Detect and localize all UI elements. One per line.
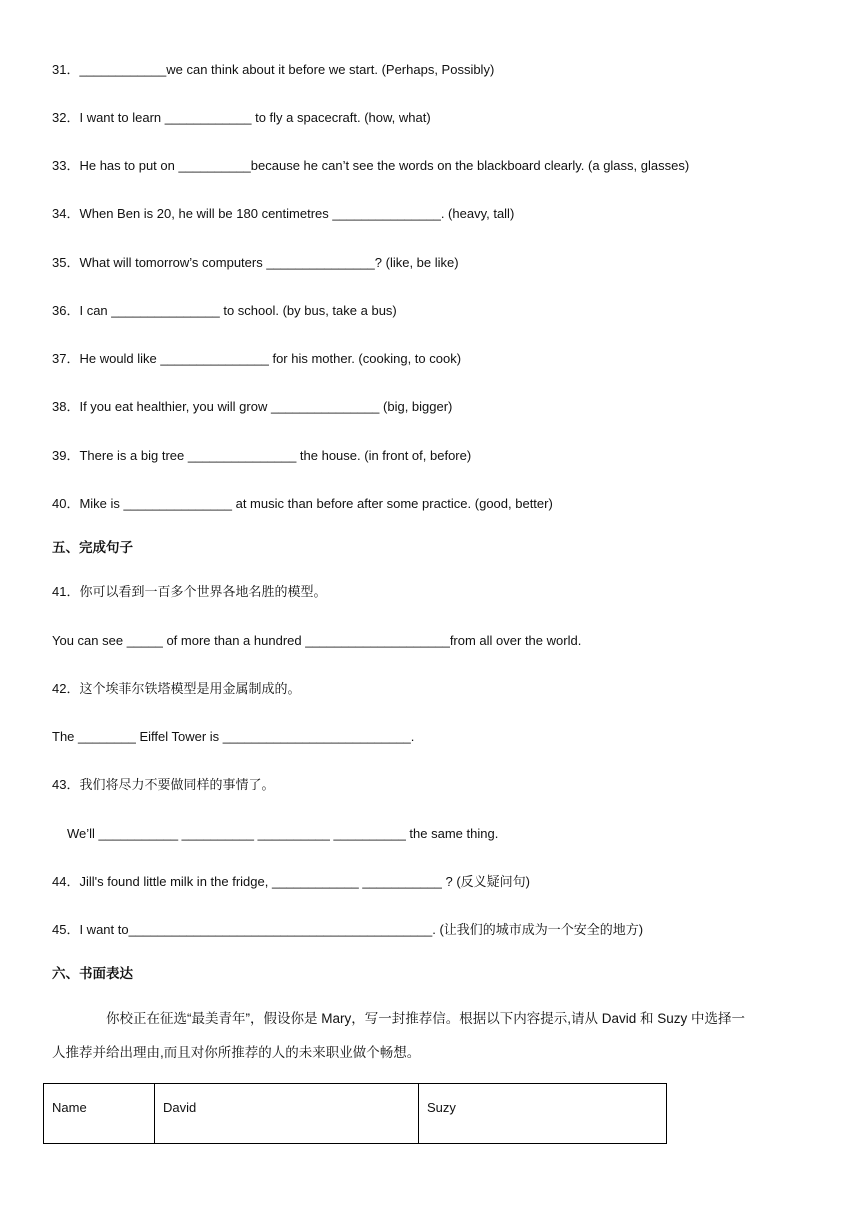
question-31 (52, 61, 494, 79)
question-39 (52, 447, 471, 465)
question-41-answer: You can see _____ of more than a hundred ____________________from all over the world. (52, 633, 582, 648)
question-40 (52, 495, 553, 513)
table-cell-suzy: Suzy (419, 1084, 667, 1144)
table-row (44, 1084, 667, 1144)
question-number: 32． (52, 110, 80, 125)
question-number: 35． (52, 255, 80, 270)
writing-prompt-line-2: 人推荐并给出理由,而且对你所推荐的人的未来职业做个畅想。 (52, 1045, 421, 1060)
writing-prompt-line-1: 你校正在征选“最美青年”，假设你是 Mary，写一封推荐信。根据以下内容提示,请从 David 和 Suzy 中选择一 (106, 1011, 746, 1026)
table-cell-david: David (155, 1084, 419, 1144)
question-41-prompt: 41．你可以看到一百多个世界各地名胜的模型。 (52, 584, 327, 599)
question-text: Mike is _______________ at music than before after some practice. (good, better) (79, 496, 553, 511)
question-text: If you eat healthier, you will grow _______________ (big, bigger) (79, 399, 453, 414)
question-number: 36． (52, 303, 80, 318)
section-heading-6: 六、书面表达 (52, 966, 133, 981)
question-37 (52, 350, 461, 368)
question-38 (52, 398, 452, 416)
question-34 (52, 205, 514, 223)
question-36 (52, 302, 397, 320)
question-33 (52, 157, 689, 175)
question-text: ____________we can think about it before we start. (Perhaps, Possibly) (79, 62, 495, 77)
question-35 (52, 254, 459, 272)
question-number: 37． (52, 351, 80, 366)
table-cell-name: Name (44, 1084, 155, 1144)
candidate-table (43, 1083, 667, 1144)
question-text: I can _______________ to school. (by bus, take a bus) (79, 303, 397, 318)
question-42-answer: The ________ Eiffel Tower is __________________________. (52, 729, 415, 744)
question-number: 39． (52, 448, 80, 463)
question-45: 45．I want to__________________________________________. (让我们的城市成为一个安全的地方) (52, 922, 644, 937)
question-number: 38． (52, 399, 80, 414)
question-42-prompt: 42．这个埃菲尔铁塔模型是用金属制成的。 (52, 681, 301, 696)
question-number: 34． (52, 206, 80, 221)
question-text: He has to put on __________because he can’t see the words on the blackboard clearly. (a glass, glasses) (79, 158, 690, 173)
question-text: What will tomorrow’s computers _______________? (like, be like) (79, 255, 459, 270)
question-32 (52, 109, 431, 127)
question-text: There is a big tree _______________ the house. (in front of, before) (79, 448, 472, 463)
question-text: I want to learn ____________ to fly a spacecraft. (how, what) (79, 110, 431, 125)
question-text: When Ben is 20, he will be 180 centimetres _______________. (heavy, tall) (79, 206, 515, 221)
question-number: 31． (52, 62, 80, 77)
question-43-answer: We’ll ___________ __________ __________ __________ the same thing. (67, 826, 499, 841)
question-44: 44．Jill's found little milk in the fridge, ____________ ___________ ? (反义疑问句) (52, 874, 530, 889)
question-text: He would like _______________ for his mother. (cooking, to cook) (79, 351, 462, 366)
question-number: 33． (52, 158, 80, 173)
section-heading-5: 五、完成句子 (52, 540, 133, 555)
question-number: 40． (52, 496, 80, 511)
question-43-prompt: 43．我们将尽力不要做同样的事情了。 (52, 777, 275, 792)
